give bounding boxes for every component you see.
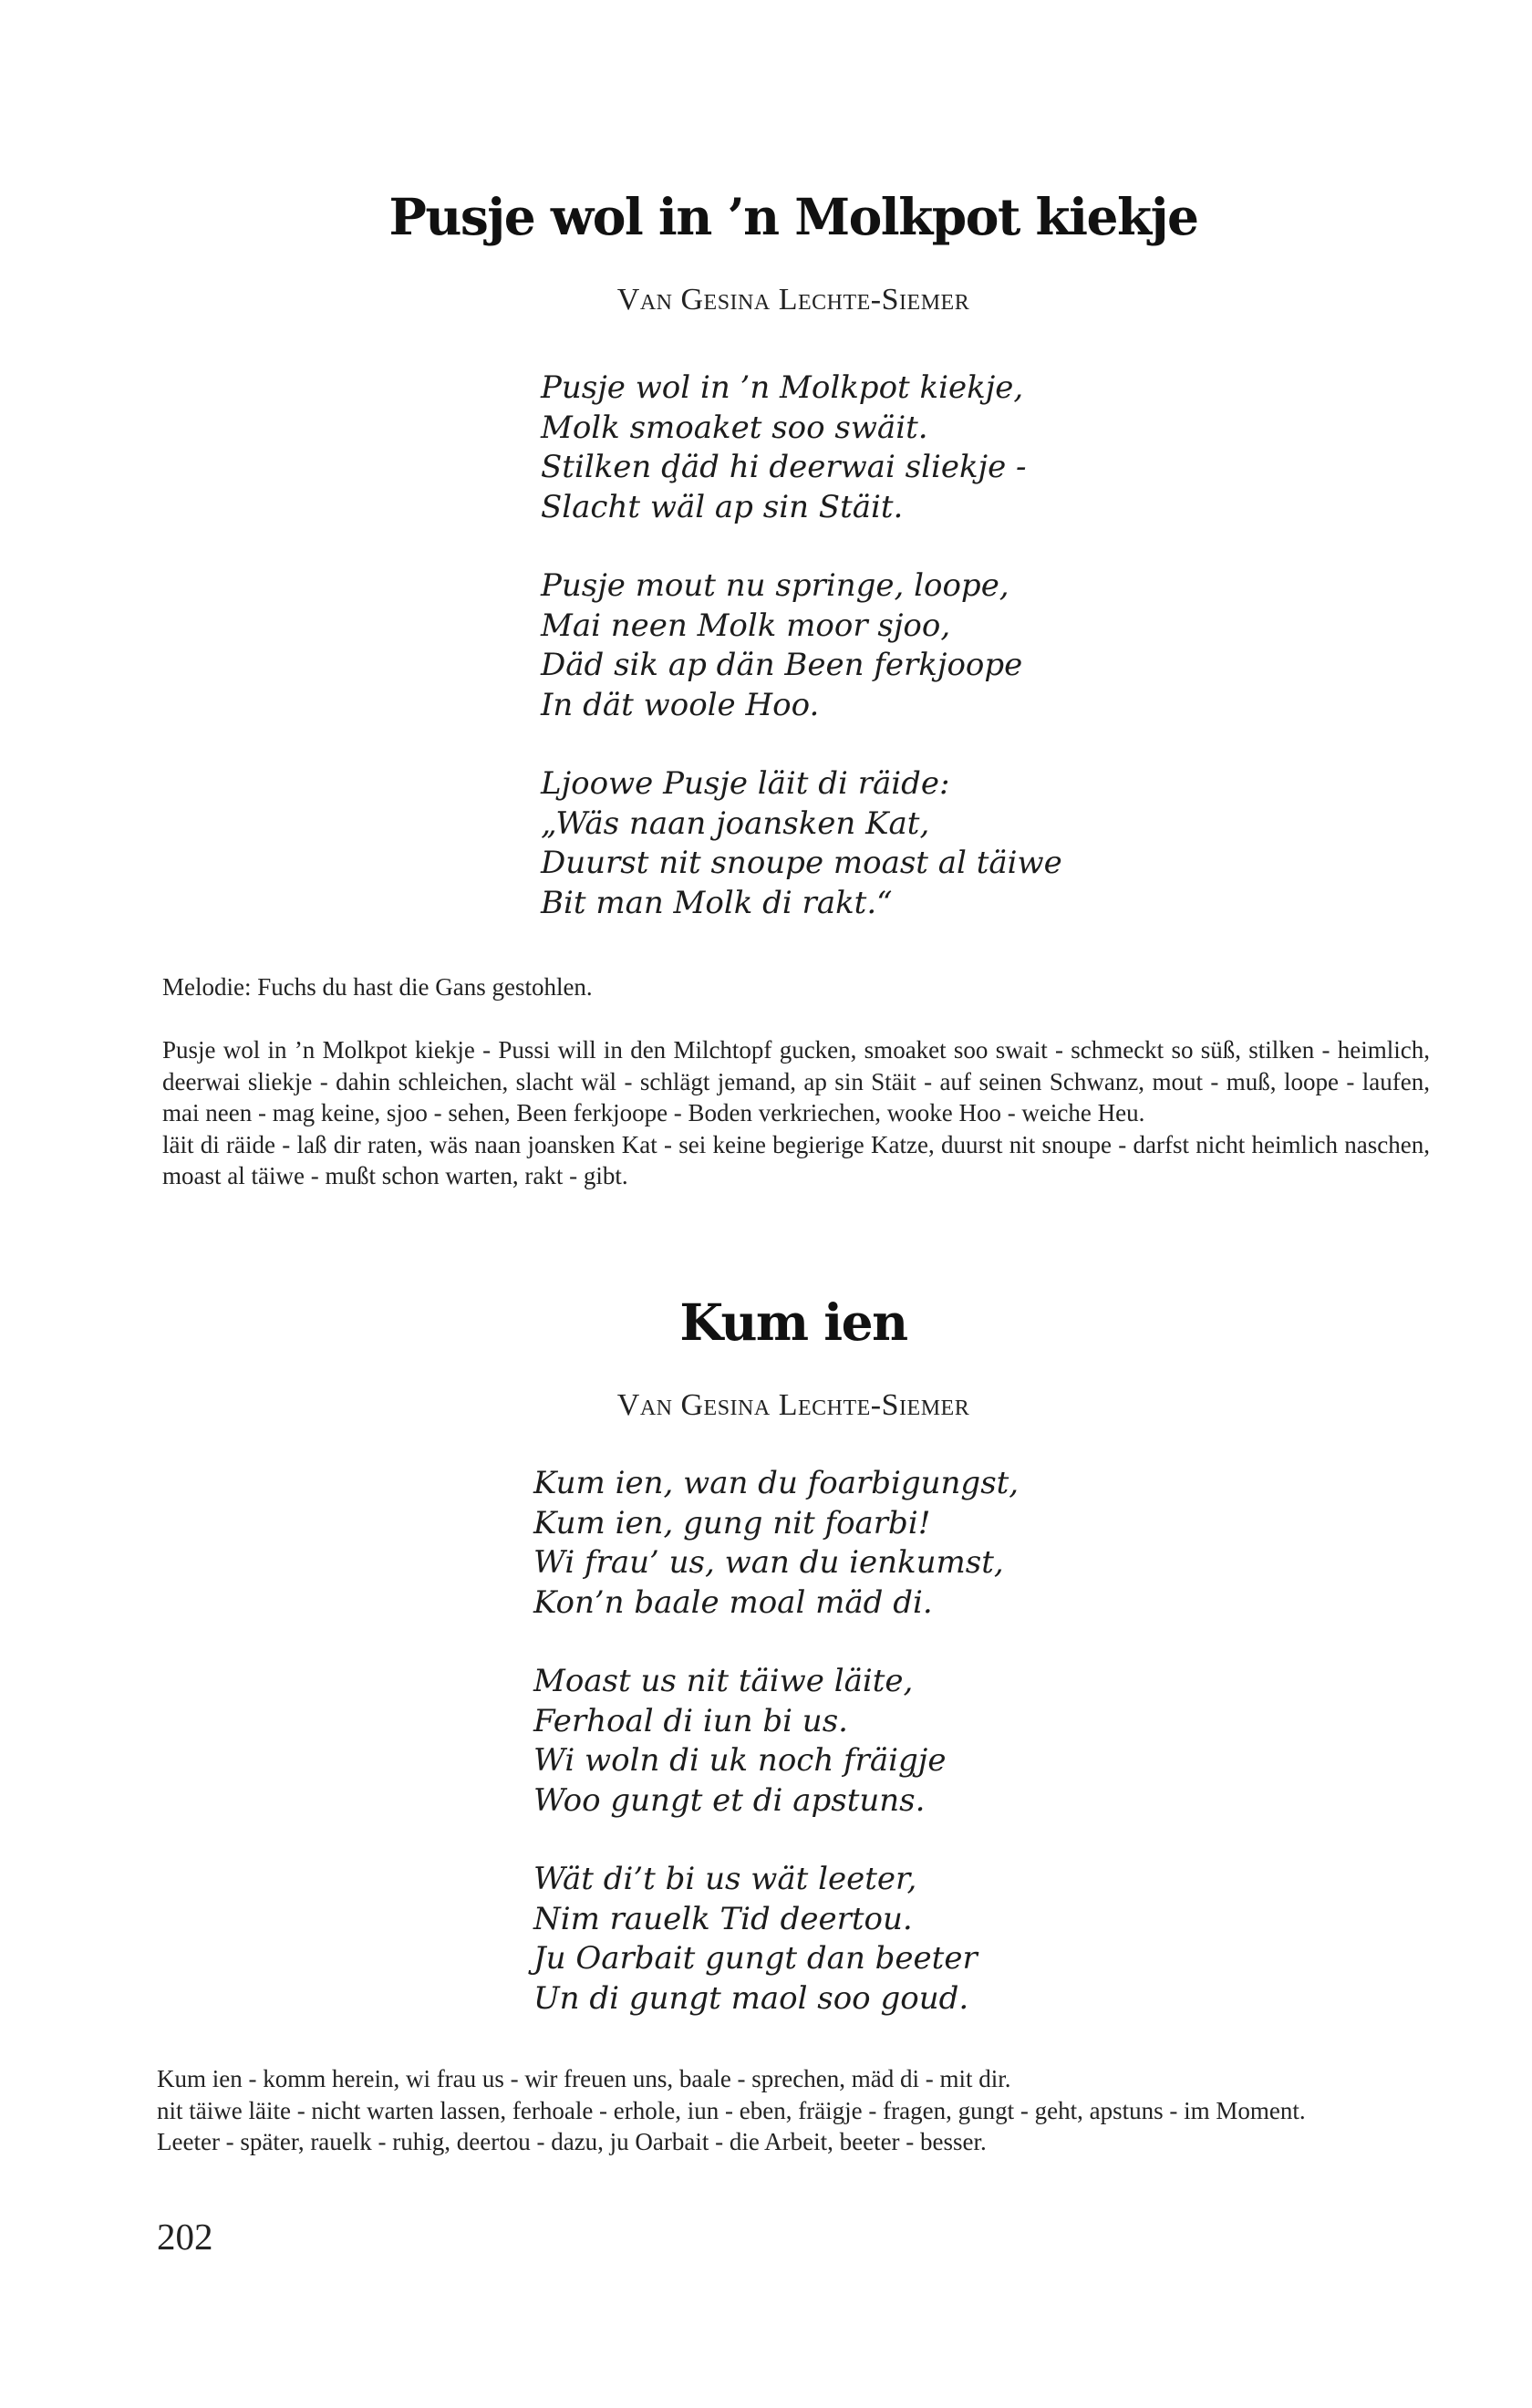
verse-line: Däd sik ap dän Been ferkjoope xyxy=(541,647,1023,683)
glossary-paragraph: nit täiwe läite - nicht warten lassen, ferhoale - erhole, iun - eben, fräigje - fragen, gungt - geht, apstuns - im Moment. xyxy=(157,2096,1306,2124)
poem1-glossary xyxy=(162,1034,1430,1192)
verse-line: Ljoowe Pusje läit di räide: xyxy=(541,765,950,802)
melody-note xyxy=(162,971,1430,1003)
stanza xyxy=(533,1662,1019,1821)
verse-line: Kon’n baale moal mäd di. xyxy=(533,1583,933,1621)
verse-line: Nim rauelk Tid deertou. xyxy=(533,1900,913,1937)
glossary-paragraph: Kum ien - komm herein, wi frau us - wir freuen uns, baale - sprechen, mäd di - mit dir. xyxy=(157,2065,1011,2092)
verse-line: Wi frau’ us, wan du ienkumst, xyxy=(533,1544,1004,1581)
verse-line: Duurst nit snoupe moast al täiwe xyxy=(541,845,1062,881)
poem1-verses xyxy=(541,368,1062,923)
verse-line: Pusje mout nu springe, loope, xyxy=(541,567,1009,604)
verse-line: Moast us nit täiwe läite, xyxy=(533,1663,914,1699)
verse-line: Un di gungt maol soo goud. xyxy=(533,1979,969,2017)
verse-line: Ferhoal di iun bi us. xyxy=(533,1702,848,1739)
melody-text: Melodie: Fuchs du hast die Gans gestohlen. xyxy=(162,973,593,1001)
verse-line: Pusje wol in ’n Molkpot kiekje, xyxy=(541,369,1024,406)
verse-line: Kum ien, gung nit foarbi! xyxy=(533,1504,931,1541)
poem2-author: Van Gesina Lechte-Siemer xyxy=(616,1388,970,1422)
verse-line: Woo gungt et di apstuns. xyxy=(533,1781,926,1819)
poem2-title: Kum ien xyxy=(679,1292,907,1352)
poem2-glossary xyxy=(157,2063,1434,2158)
verse-line: Wi woln di uk noch fräigje xyxy=(533,1742,947,1779)
poem1-title: Pusje wol in ’n Molkpot kiekje xyxy=(388,187,1198,246)
stanza xyxy=(541,764,1062,923)
verse-line: Stilken ḑäd hi deerwai sliekje - xyxy=(541,449,1027,485)
verse-line: Wät di’t bi us wät leeter, xyxy=(533,1861,917,1897)
stanza xyxy=(533,1860,1019,2019)
stanza xyxy=(533,1464,1019,1623)
verse-line: „Wäs naan joansken Kat, xyxy=(541,804,930,842)
stanza xyxy=(541,566,1062,725)
verse-line: Ju Oarbait gungt dan beeter xyxy=(533,1940,978,1977)
verse-line: Molk smoaket soo swäit. xyxy=(541,409,928,446)
verse-line: Mai neen Molk moor sjoo, xyxy=(541,607,951,644)
glossary-paragraph: läit di räide - laß dir raten, wäs naan joansken Kat - sei keine begierige Katze, duurst nit snoupe - darfst nicht heimlich naschen, moast al täiwe - mußt schon warten, rakt - gibt. xyxy=(162,1130,1430,1189)
glossary-paragraph: Pusje wol in ’n Molkpot kiekje - Pussi will in den Milchtopf gucken, smoaket soo swait - schmeckt so süß, stilken - heimlich, deerwai sliekje - dahin schleichen, slacht wäl - schlägt jemand, ap sin Stäit - auf seinen Schwanz, mout - muß, loope - laufen, mai neen - mag keine, sjoo - sehen, Been ferkjoope - Boden verkriechen, wooke Hoo - weiche Heu. xyxy=(162,1036,1430,1126)
poem1-author: Van Gesina Lechte-Siemer xyxy=(616,283,970,317)
glossary-paragraph: Leeter - später, rauelk - ruhig, deertou - dazu, ju Oarbait - die Arbeit, beeter - besser. xyxy=(157,2128,987,2155)
verse-line: In dät woole Hoo. xyxy=(541,686,820,723)
stanza xyxy=(541,368,1062,527)
verse-line: Slacht wäl ap sin Stäit. xyxy=(541,488,904,525)
poem2-verses xyxy=(533,1464,1019,2019)
verse-line: Kum ien, wan du foarbigungst, xyxy=(533,1465,1020,1501)
verse-line: Bit man Molk di rakt.“ xyxy=(541,884,893,921)
page-number: 202 xyxy=(157,2216,213,2258)
